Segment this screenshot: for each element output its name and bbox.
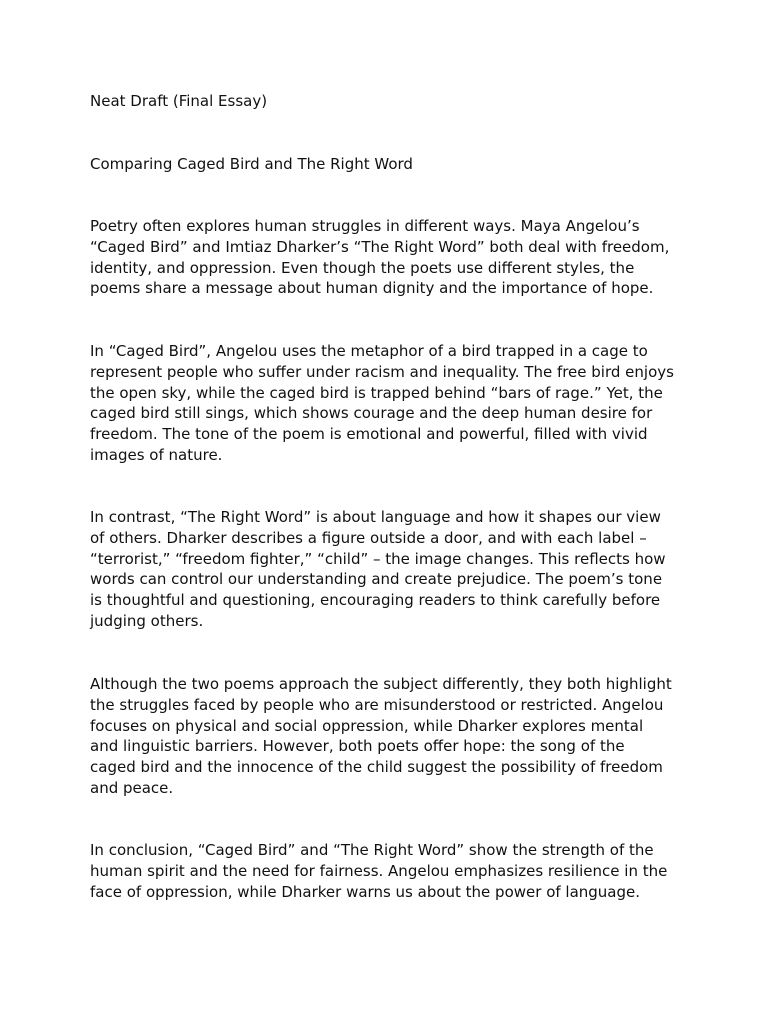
paragraph-line: caged bird and the innocence of the child suggest the possibility of freedom [90, 758, 663, 777]
document-heading: Neat Draft (Final Essay) [90, 92, 268, 110]
essay-title: Comparing Caged Bird and The Right Word [90, 155, 413, 173]
paragraph-line: identity, and oppression. Even though the poets use different styles, the [90, 258, 635, 277]
paragraph-line: the open sky, while the caged bird is trapped behind “bars of rage.” Yet, the [90, 383, 663, 402]
paragraph-line: focuses on physical and social oppression, while Dharker explores mental [90, 716, 644, 735]
paragraph-introduction [90, 216, 669, 299]
paragraph-line: caged bird still sings, which shows courage and the deep human desire for [90, 404, 653, 423]
paragraph-line: face of oppression, while Dharker warns us about the power of language. [90, 882, 641, 901]
paragraph-line: poems share a message about human dignity and the importance of hope. [90, 279, 654, 298]
paragraph-line: of others. Dharker describes a figure outside a door, and with each label – [90, 528, 647, 547]
paragraph-line: “terrorist,” “freedom fighter,” “child” – the image changes. This reflects how [90, 549, 666, 568]
paragraph-line: and peace. [90, 778, 174, 797]
paragraph-right-word [90, 507, 666, 632]
paragraph-caged-bird [90, 341, 674, 466]
paragraph-line: represent people who suffer under racism and inequality. The free bird enjoys [90, 362, 674, 381]
paragraph-conclusion [90, 840, 667, 902]
paragraph-line: judging others. [90, 611, 204, 630]
paragraph-line: In conclusion, “Caged Bird” and “The Right Word” show the strength of the [90, 841, 654, 859]
paragraph-line: “Caged Bird” and Imtiaz Dharker’s “The Right Word” both deal with freedom, [90, 237, 670, 256]
paragraph-line: is thoughtful and questioning, encouraging readers to think carefully before [90, 591, 661, 610]
paragraph-line: images of nature. [90, 445, 223, 464]
paragraph-line: In “Caged Bird”, Angelou uses the metaphor of a bird trapped in a cage to [90, 342, 648, 360]
paragraph-line: Poetry often explores human struggles in different ways. Maya Angelou’s [90, 217, 640, 235]
paragraph-line: In contrast, “The Right Word” is about language and how it shapes our view [90, 508, 661, 526]
paragraph-line: and linguistic barriers. However, both poets offer hope: the song of the [90, 737, 625, 756]
paragraph-line: the struggles faced by people who are misunderstood or restricted. Angelou [90, 695, 664, 714]
paragraph-line: words can control our understanding and create prejudice. The poem’s tone [90, 570, 663, 589]
paragraph-line: freedom. The tone of the poem is emotional and powerful, filled with vivid [90, 425, 648, 444]
paragraph-comparison [90, 674, 672, 799]
paragraph-line: human spirit and the need for fairness. Angelou emphasizes resilience in the [90, 861, 668, 880]
paragraph-line: Although the two poems approach the subject differently, they both highlight [90, 675, 672, 693]
